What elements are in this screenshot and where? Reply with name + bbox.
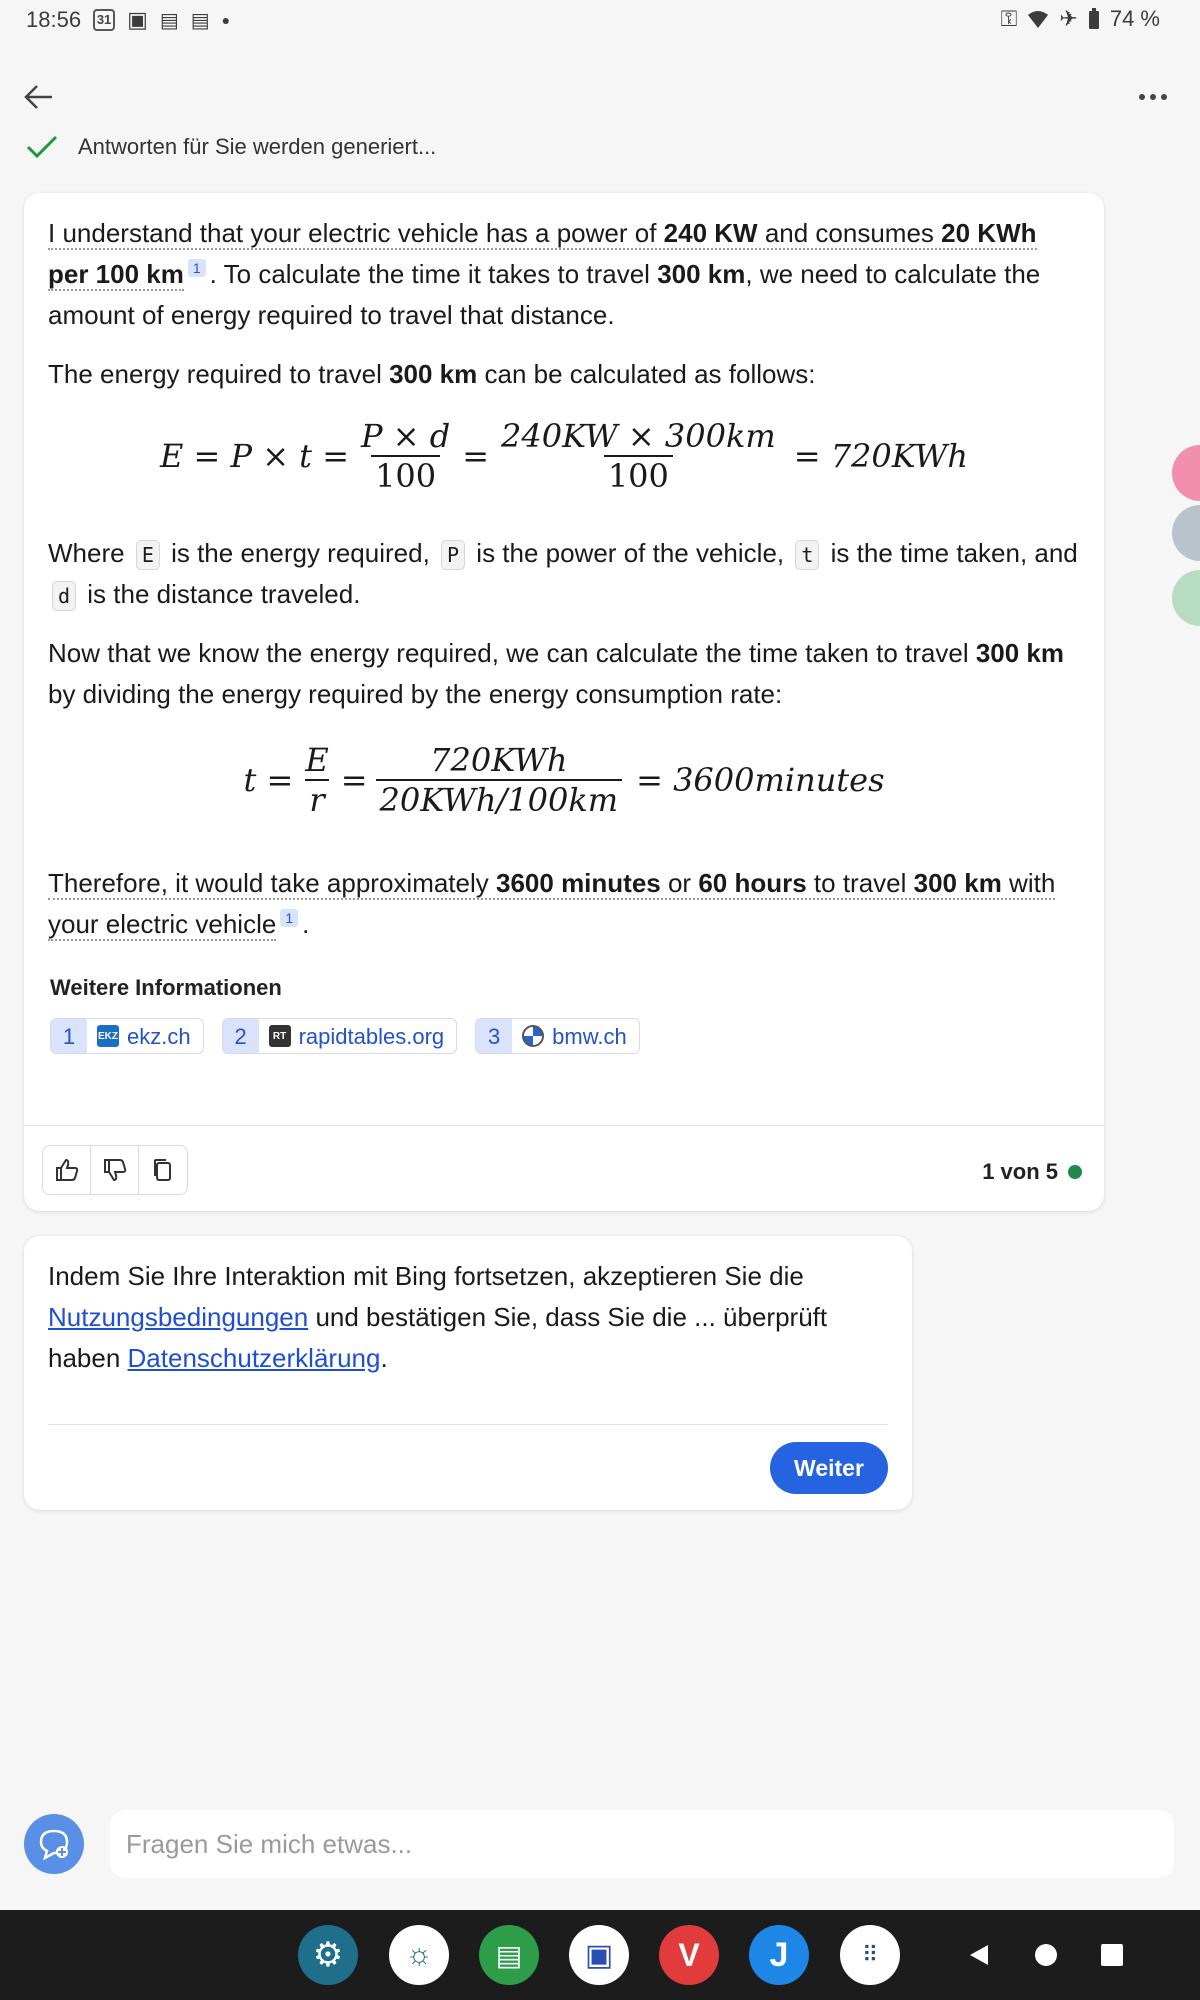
screen-app-icon[interactable]: ☼ — [389, 1925, 449, 1985]
bus-icon: ▤ — [159, 9, 179, 32]
generating-text: Antworten für Sie werden generiert... — [78, 134, 437, 159]
energy-formula — [48, 417, 1080, 495]
generating-status — [26, 132, 436, 162]
side-action-pink[interactable] — [1172, 445, 1200, 501]
side-action-gray[interactable] — [1172, 505, 1200, 561]
new-chat-button[interactable] — [24, 1814, 84, 1874]
status-right — [1001, 6, 1160, 32]
thumbs-down-button[interactable] — [91, 1146, 139, 1194]
source-link-rapidtables[interactable] — [222, 1018, 458, 1054]
thumbs-up-button[interactable] — [43, 1146, 91, 1194]
formula-fraction: $\frac{240KW \times 300km}{100}$ — [501, 417, 776, 495]
answer-paragraph-5: Therefore, it would take approximately 3600 minutes or 60 hours to travel 300 km with your electric vehicle 1 . — [48, 868, 1056, 939]
formula-fraction: $\frac{E}{r}$ — [305, 741, 329, 819]
thumbs-up-icon — [54, 1157, 80, 1183]
save-app-icon[interactable]: ▣ — [569, 1925, 629, 1985]
battery-icon — [1088, 8, 1100, 30]
answer-card — [24, 193, 1104, 1211]
source-link-bmw[interactable] — [475, 1018, 640, 1054]
card-divider — [24, 1125, 1104, 1126]
nav-recents-button[interactable] — [1097, 1940, 1127, 1970]
new-chat-icon — [37, 1827, 71, 1861]
consent-card — [24, 1236, 912, 1510]
checkmark-icon — [26, 134, 58, 160]
side-action-green[interactable] — [1172, 570, 1200, 626]
wifi-icon — [1027, 9, 1049, 29]
continue-button[interactable]: Weiter — [770, 1442, 888, 1494]
calendar-icon: 31 — [93, 9, 115, 31]
battery-level: 74 % — [1109, 6, 1160, 31]
source-domain: rapidtables.org — [298, 1023, 445, 1049]
cited-span[interactable]: I understand that your electric vehicle has a power of 240 KW and consumes 20 KWh per 100 km — [48, 218, 1037, 289]
citation-badge[interactable]: 1 — [188, 259, 206, 277]
key-icon: ⚿ — [1000, 6, 1018, 31]
app-drawer-icon[interactable]: ⠿ — [840, 1925, 900, 1985]
inline-code: E — [136, 540, 160, 570]
rapidtables-logo-icon: RT — [269, 1025, 291, 1047]
formula-equals: = — [340, 760, 368, 799]
jota-app-icon[interactable]: J — [749, 1925, 809, 1985]
formula-fraction: $\frac{P \times d}{100}$ — [361, 417, 451, 495]
transit-app-icon[interactable]: ▤ — [479, 1925, 539, 1985]
ask-input[interactable] — [110, 1810, 1174, 1878]
formula-lhs: t = — [243, 760, 294, 799]
citation-badge[interactable]: 1 — [280, 909, 298, 927]
time-formula — [48, 741, 1080, 819]
top-bar — [0, 70, 1200, 130]
source-index: 2 — [223, 1018, 259, 1054]
circle-home-icon — [1033, 1942, 1059, 1968]
status-time: 18:56 — [26, 7, 82, 32]
triangle-back-icon — [966, 1942, 992, 1968]
composer — [0, 1800, 1200, 1890]
source-link-ekz[interactable] — [50, 1018, 204, 1054]
source-index: 3 — [476, 1018, 512, 1054]
answer-paragraph-2: The energy required to travel 300 km can be calculated as follows: — [48, 359, 816, 389]
copy-button[interactable] — [139, 1146, 187, 1194]
inline-code: t — [795, 540, 819, 570]
source-index: 1 — [51, 1018, 87, 1054]
formula-equals: = — [462, 436, 489, 475]
consent-divider — [48, 1424, 888, 1425]
bmw-logo-icon — [522, 1025, 544, 1047]
dot-icon: ● — [221, 12, 231, 28]
vivaldi-app-icon[interactable]: V — [659, 1925, 719, 1985]
formula-rhs: = 720KWh — [793, 436, 969, 475]
source-domain: bmw.ch — [552, 1023, 627, 1049]
formula-rhs: = 3600minutes — [636, 760, 885, 799]
bus-icon: ▤ — [190, 9, 210, 32]
answer-paragraph-4: Now that we know the energy required, we can calculate the time taken to travel 300 km by dividing the energy required by the energy consumption rate: — [48, 638, 1065, 709]
sources-list — [48, 1018, 1080, 1054]
status-dot — [1068, 1165, 1082, 1179]
arrow-left-icon — [22, 80, 56, 114]
amazon-icon: ▣ — [127, 7, 148, 32]
terms-link[interactable]: Nutzungsbedingungen — [48, 1302, 309, 1332]
nav-home-button[interactable] — [1031, 1940, 1061, 1970]
pager-text: 1 von 5 — [982, 1159, 1058, 1184]
more-horizontal-icon — [1136, 80, 1170, 114]
copy-icon — [150, 1157, 176, 1183]
answer-paragraph-3: Where E is the energy required, P is the power of the vehicle, t is the time taken, and d is the distance traveled. — [48, 538, 1078, 609]
airplane-icon: ✈ — [1059, 6, 1078, 31]
cited-span[interactable]: Therefore, it would take approximately 3600 minutes or 60 hours to travel 300 km with your electric vehicle — [48, 868, 1056, 939]
inline-code: d — [52, 581, 76, 611]
answer-paragraph-1: I understand that your electric vehicle has a power of 240 KW and consumes 20 KWh per 100 km 1 . To calculate the time it takes to travel 300 km, we need to calculate the amount of energy required to travel that distance. — [48, 218, 1041, 330]
formula-fraction: $\frac{\text{720KWh}}{\text{20KWh/100km}}$ — [376, 741, 623, 819]
source-domain: ekz.ch — [127, 1023, 191, 1049]
consent-text: Indem Sie Ihre Interaktion mit Bing fortsetzen, akzeptieren Sie die Nutzungsbedingungen und bestätigen Sie, dass Sie die ... überprüft haben Datenschutzerklärung. — [48, 1261, 828, 1373]
settings-app-icon[interactable]: ⚙ — [298, 1925, 358, 1985]
feedback-actions — [42, 1145, 188, 1195]
thumbs-down-icon — [102, 1157, 128, 1183]
back-button[interactable] — [22, 80, 62, 120]
navigation-bar — [0, 1910, 1200, 2000]
nav-back-button[interactable] — [964, 1940, 994, 1970]
formula-lhs: E = P × t = — [159, 436, 350, 475]
sources-label: Weitere Informationen — [50, 975, 282, 1000]
ekz-logo-icon: EKZ — [97, 1025, 119, 1047]
more-options-button[interactable] — [1136, 80, 1176, 120]
inline-code: P — [441, 540, 465, 570]
privacy-link[interactable]: Datenschutzerklärung — [127, 1343, 381, 1373]
square-recents-icon — [1099, 1942, 1125, 1968]
response-pager — [982, 1159, 1082, 1185]
